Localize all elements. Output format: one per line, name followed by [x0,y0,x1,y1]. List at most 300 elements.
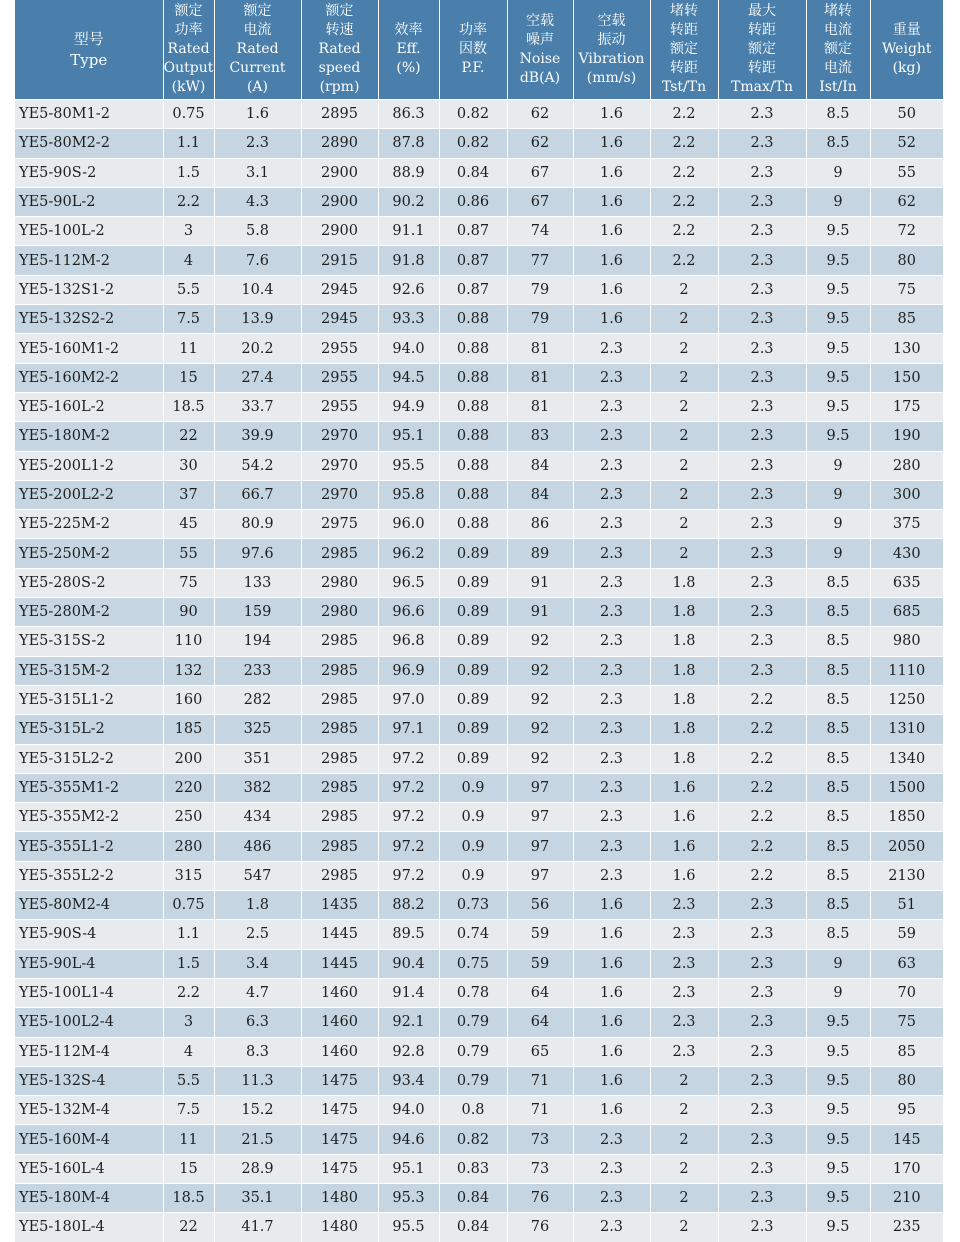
cell-efficiency: 90.4 [378,949,439,978]
header-weight [870,0,943,100]
cell-rated-speed: 1445 [301,920,378,949]
cell-vibration: 2.3 [573,568,650,597]
cell-rated-speed: 2985 [301,832,378,861]
cell-rated-output: 315 [163,861,214,890]
cell-weight: 130 [870,334,943,363]
header-line: (%) [396,60,421,76]
table-header [15,0,943,100]
cell-max-torque-ratio: 2.3 [718,1125,806,1154]
cell-max-torque-ratio: 2.3 [718,598,806,627]
cell-rated-output: 37 [163,480,214,509]
cell-power-factor: 0.87 [439,217,507,246]
header-line: 功率 [174,22,203,38]
cell-rated-current: 4.7 [214,978,301,1007]
cell-locked-rotor-current-ratio: 9 [806,510,870,539]
cell-locked-rotor-torque-ratio: 1.8 [650,744,718,773]
cell-weight: 51 [870,891,943,920]
cell-efficiency: 91.8 [378,246,439,275]
table-row [15,510,943,539]
table-row [15,305,943,334]
cell-rated-speed: 2955 [301,334,378,363]
cell-locked-rotor-torque-ratio: 2.3 [650,920,718,949]
table-row [15,920,943,949]
cell-power-factor: 0.78 [439,978,507,1007]
cell-noise: 67 [507,158,573,187]
cell-power-factor: 0.9 [439,832,507,861]
cell-noise: 67 [507,187,573,216]
cell-locked-rotor-torque-ratio: 2.3 [650,1008,718,1037]
cell-vibration: 1.6 [573,891,650,920]
cell-type: YE5-355M1-2 [15,773,163,802]
cell-max-torque-ratio: 2.3 [718,949,806,978]
cell-rated-current: 7.6 [214,246,301,275]
cell-weight: 63 [870,949,943,978]
header-line: 额定 [824,41,852,57]
table-row [15,1213,943,1242]
cell-locked-rotor-torque-ratio: 2 [650,1154,718,1183]
header-line: 额定 [243,3,272,19]
cell-power-factor: 0.87 [439,275,507,304]
table-row [15,158,943,187]
header-line: 额定 [748,41,776,57]
cell-locked-rotor-torque-ratio: 2 [650,275,718,304]
cell-rated-current: 3.1 [214,158,301,187]
cell-locked-rotor-torque-ratio: 2 [650,363,718,392]
header-max-torque-ratio [718,0,806,100]
cell-locked-rotor-current-ratio: 9.5 [806,275,870,304]
cell-rated-speed: 1475 [301,1096,378,1125]
table-row [15,1154,943,1183]
cell-vibration: 1.6 [573,920,650,949]
table-row [15,422,943,451]
cell-efficiency: 97.0 [378,685,439,714]
header-line: Current [229,60,286,76]
cell-vibration: 1.6 [573,1008,650,1037]
cell-weight: 50 [870,100,943,129]
cell-type: YE5-100L-2 [15,217,163,246]
cell-rated-output: 0.75 [163,891,214,920]
cell-weight: 210 [870,1183,943,1212]
cell-power-factor: 0.88 [439,480,507,509]
table-row [15,978,943,1007]
cell-rated-speed: 2945 [301,275,378,304]
cell-type: YE5-80M1-2 [15,100,163,129]
cell-max-torque-ratio: 2.3 [718,422,806,451]
cell-max-torque-ratio: 2.3 [718,1096,806,1125]
cell-rated-output: 7.5 [163,1096,214,1125]
cell-rated-current: 41.7 [214,1213,301,1242]
cell-rated-current: 194 [214,627,301,656]
cell-power-factor: 0.88 [439,363,507,392]
table-row [15,275,943,304]
cell-rated-output: 22 [163,422,214,451]
header-rated-speed [301,0,378,100]
cell-max-torque-ratio: 2.3 [718,187,806,216]
cell-max-torque-ratio: 2.3 [718,510,806,539]
cell-power-factor: 0.9 [439,773,507,802]
cell-noise: 97 [507,773,573,802]
table-row [15,627,943,656]
cell-rated-current: 33.7 [214,392,301,421]
cell-rated-current: 282 [214,685,301,714]
header-line: 堵转 [824,3,852,19]
cell-noise: 81 [507,334,573,363]
cell-max-torque-ratio: 2.3 [718,568,806,597]
cell-weight: 80 [870,1066,943,1095]
cell-power-factor: 0.86 [439,187,507,216]
cell-efficiency: 97.2 [378,832,439,861]
cell-locked-rotor-current-ratio: 8.5 [806,891,870,920]
cell-rated-speed: 2970 [301,451,378,480]
cell-power-factor: 0.89 [439,539,507,568]
cell-max-torque-ratio: 2.3 [718,480,806,509]
cell-rated-current: 6.3 [214,1008,301,1037]
cell-efficiency: 95.8 [378,480,439,509]
cell-max-torque-ratio: 2.2 [718,832,806,861]
cell-vibration: 1.6 [573,1037,650,1066]
cell-rated-current: 1.6 [214,100,301,129]
cell-rated-output: 1.1 [163,129,214,158]
cell-rated-current: 21.5 [214,1125,301,1154]
cell-power-factor: 0.89 [439,627,507,656]
table-row [15,363,943,392]
header-line: 转距 [670,60,698,76]
cell-type: YE5-100L2-4 [15,1008,163,1037]
cell-noise: 79 [507,305,573,334]
cell-weight: 2130 [870,861,943,890]
cell-locked-rotor-torque-ratio: 1.6 [650,832,718,861]
header-line: 电流 [824,22,852,38]
cell-type: YE5-160M-4 [15,1125,163,1154]
header-line: Tst/Tn [661,79,707,95]
cell-type: YE5-180M-4 [15,1183,163,1212]
cell-rated-current: 2.5 [214,920,301,949]
cell-locked-rotor-current-ratio: 9.5 [806,334,870,363]
cell-type: YE5-200L2-2 [15,480,163,509]
cell-rated-speed: 2985 [301,803,378,832]
header-line: (mm/s) [586,69,637,86]
cell-max-torque-ratio: 2.3 [718,392,806,421]
cell-power-factor: 0.84 [439,158,507,187]
cell-rated-output: 22 [163,1213,214,1242]
cell-type: YE5-90L-2 [15,187,163,216]
cell-rated-current: 10.4 [214,275,301,304]
cell-vibration: 2.3 [573,715,650,744]
cell-noise: 76 [507,1183,573,1212]
cell-max-torque-ratio: 2.2 [718,744,806,773]
cell-efficiency: 96.0 [378,510,439,539]
cell-vibration: 2.3 [573,334,650,363]
cell-noise: 62 [507,100,573,129]
cell-rated-speed: 2895 [301,100,378,129]
cell-locked-rotor-current-ratio: 9.5 [806,1154,870,1183]
cell-rated-speed: 1460 [301,978,378,1007]
cell-locked-rotor-current-ratio: 9.5 [806,1125,870,1154]
cell-rated-speed: 2985 [301,627,378,656]
cell-type: YE5-315L1-2 [15,685,163,714]
cell-type: YE5-250M-2 [15,539,163,568]
cell-noise: 77 [507,246,573,275]
cell-rated-output: 18.5 [163,392,214,421]
cell-type: YE5-180L-4 [15,1213,163,1242]
cell-locked-rotor-current-ratio: 9 [806,187,870,216]
cell-power-factor: 0.8 [439,1096,507,1125]
table-row [15,861,943,890]
table-row [15,568,943,597]
cell-noise: 73 [507,1154,573,1183]
cell-noise: 97 [507,832,573,861]
cell-rated-output: 3 [163,217,214,246]
cell-power-factor: 0.89 [439,568,507,597]
cell-vibration: 2.3 [573,480,650,509]
table-row [15,949,943,978]
cell-efficiency: 92.1 [378,1008,439,1037]
cell-noise: 65 [507,1037,573,1066]
cell-rated-current: 434 [214,803,301,832]
cell-power-factor: 0.84 [439,1183,507,1212]
cell-locked-rotor-current-ratio: 8.5 [806,861,870,890]
cell-efficiency: 91.4 [378,978,439,1007]
cell-weight: 300 [870,480,943,509]
table-row [15,1125,943,1154]
cell-max-torque-ratio: 2.3 [718,539,806,568]
cell-efficiency: 97.2 [378,744,439,773]
header-locked-rotor-torque-ratio [650,0,718,100]
cell-locked-rotor-torque-ratio: 1.6 [650,861,718,890]
cell-max-torque-ratio: 2.3 [718,305,806,334]
table-row [15,334,943,363]
cell-rated-output: 2.2 [163,187,214,216]
cell-locked-rotor-current-ratio: 9 [806,539,870,568]
cell-locked-rotor-torque-ratio: 1.6 [650,803,718,832]
cell-locked-rotor-current-ratio: 9.5 [806,392,870,421]
header-line: 重量 [892,22,921,38]
cell-rated-output: 5.5 [163,275,214,304]
cell-locked-rotor-current-ratio: 9.5 [806,1037,870,1066]
cell-power-factor: 0.9 [439,861,507,890]
header-line: 额定 [174,3,203,19]
cell-max-torque-ratio: 2.3 [718,129,806,158]
cell-locked-rotor-current-ratio: 8.5 [806,803,870,832]
table-row [15,129,943,158]
cell-rated-speed: 2985 [301,744,378,773]
header-line: 电流 [243,22,272,38]
cell-rated-output: 5.5 [163,1066,214,1095]
cell-rated-speed: 2970 [301,480,378,509]
cell-locked-rotor-current-ratio: 9.5 [806,217,870,246]
cell-locked-rotor-torque-ratio: 2.3 [650,1037,718,1066]
cell-max-torque-ratio: 2.2 [718,715,806,744]
cell-type: YE5-112M-4 [15,1037,163,1066]
cell-noise: 91 [507,598,573,627]
cell-efficiency: 94.5 [378,363,439,392]
cell-vibration: 2.3 [573,1183,650,1212]
cell-locked-rotor-torque-ratio: 2 [650,510,718,539]
cell-rated-current: 20.2 [214,334,301,363]
cell-max-torque-ratio: 2.3 [718,1213,806,1242]
cell-type: YE5-90S-2 [15,158,163,187]
cell-weight: 52 [870,129,943,158]
cell-vibration: 2.3 [573,539,650,568]
cell-vibration: 1.6 [573,158,650,187]
cell-weight: 70 [870,978,943,1007]
cell-max-torque-ratio: 2.2 [718,861,806,890]
cell-rated-speed: 1475 [301,1125,378,1154]
cell-vibration: 1.6 [573,217,650,246]
cell-noise: 83 [507,422,573,451]
header-line: Eff. [396,41,421,57]
cell-rated-current: 39.9 [214,422,301,451]
cell-locked-rotor-current-ratio: 9 [806,451,870,480]
cell-vibration: 1.6 [573,129,650,158]
cell-locked-rotor-torque-ratio: 2 [650,422,718,451]
cell-efficiency: 90.2 [378,187,439,216]
header-line: Ist/In [819,79,857,95]
cell-rated-current: 97.6 [214,539,301,568]
cell-locked-rotor-current-ratio: 9.5 [806,422,870,451]
cell-locked-rotor-current-ratio: 9.5 [806,1183,870,1212]
cell-noise: 59 [507,949,573,978]
cell-power-factor: 0.88 [439,305,507,334]
cell-locked-rotor-torque-ratio: 2.2 [650,217,718,246]
cell-locked-rotor-current-ratio: 8.5 [806,744,870,773]
cell-vibration: 2.3 [573,685,650,714]
cell-noise: 89 [507,539,573,568]
cell-weight: 175 [870,392,943,421]
cell-noise: 91 [507,568,573,597]
cell-rated-current: 486 [214,832,301,861]
cell-noise: 64 [507,1008,573,1037]
cell-rated-output: 1.1 [163,920,214,949]
cell-weight: 430 [870,539,943,568]
table-row [15,656,943,685]
cell-max-torque-ratio: 2.2 [718,803,806,832]
cell-weight: 2050 [870,832,943,861]
cell-type: YE5-132M-4 [15,1096,163,1125]
cell-locked-rotor-torque-ratio: 1.8 [650,656,718,685]
cell-locked-rotor-current-ratio: 8.5 [806,920,870,949]
cell-locked-rotor-torque-ratio: 2 [650,1096,718,1125]
header-line: 因数 [459,41,487,57]
header-line: 堵转 [670,3,698,19]
cell-type: YE5-112M-2 [15,246,163,275]
cell-vibration: 2.3 [573,832,650,861]
cell-power-factor: 0.83 [439,1154,507,1183]
cell-locked-rotor-current-ratio: 8.5 [806,627,870,656]
cell-noise: 81 [507,363,573,392]
cell-locked-rotor-current-ratio: 9.5 [806,1213,870,1242]
cell-rated-speed: 2955 [301,363,378,392]
cell-rated-speed: 2900 [301,187,378,216]
cell-rated-speed: 2980 [301,598,378,627]
cell-rated-current: 15.2 [214,1096,301,1125]
cell-type: YE5-90L-4 [15,949,163,978]
cell-efficiency: 96.8 [378,627,439,656]
cell-locked-rotor-current-ratio: 8.5 [806,832,870,861]
header-locked-rotor-current-ratio [806,0,870,100]
cell-max-torque-ratio: 2.3 [718,891,806,920]
cell-weight: 75 [870,275,943,304]
cell-max-torque-ratio: 2.3 [718,1066,806,1095]
cell-max-torque-ratio: 2.3 [718,100,806,129]
cell-weight: 1850 [870,803,943,832]
cell-noise: 76 [507,1213,573,1242]
cell-rated-output: 18.5 [163,1183,214,1212]
header-line: (kW) [171,79,206,95]
cell-rated-speed: 2955 [301,392,378,421]
cell-weight: 170 [870,1154,943,1183]
header-line: 最大 [748,3,776,19]
cell-weight: 145 [870,1125,943,1154]
cell-rated-speed: 1445 [301,949,378,978]
cell-power-factor: 0.74 [439,920,507,949]
cell-type: YE5-225M-2 [15,510,163,539]
cell-noise: 97 [507,861,573,890]
cell-efficiency: 97.2 [378,773,439,802]
cell-locked-rotor-torque-ratio: 1.8 [650,568,718,597]
cell-power-factor: 0.87 [439,246,507,275]
cell-weight: 375 [870,510,943,539]
header-line: Rated [167,41,210,57]
cell-vibration: 2.3 [573,656,650,685]
cell-noise: 71 [507,1066,573,1095]
cell-weight: 80 [870,246,943,275]
cell-rated-current: 28.9 [214,1154,301,1183]
header-line: 噪声 [526,31,554,48]
cell-efficiency: 96.9 [378,656,439,685]
cell-type: YE5-160L-2 [15,392,163,421]
cell-locked-rotor-current-ratio: 8.5 [806,129,870,158]
cell-efficiency: 94.0 [378,1096,439,1125]
cell-rated-current: 54.2 [214,451,301,480]
cell-rated-current: 80.9 [214,510,301,539]
cell-noise: 79 [507,275,573,304]
table-row [15,773,943,802]
cell-locked-rotor-current-ratio: 8.5 [806,773,870,802]
cell-rated-current: 159 [214,598,301,627]
cell-vibration: 2.3 [573,422,650,451]
cell-power-factor: 0.82 [439,1125,507,1154]
header-noise [507,0,573,100]
cell-vibration: 1.6 [573,978,650,1007]
cell-max-torque-ratio: 2.3 [718,1154,806,1183]
cell-vibration: 2.3 [573,392,650,421]
cell-vibration: 1.6 [573,1096,650,1125]
cell-weight: 62 [870,187,943,216]
cell-type: YE5-315L-2 [15,715,163,744]
cell-vibration: 2.3 [573,598,650,627]
header-line: Output [163,60,214,76]
cell-vibration: 2.3 [573,451,650,480]
header-line: 转距 [748,22,776,38]
cell-locked-rotor-torque-ratio: 2 [650,1066,718,1095]
cell-weight: 1340 [870,744,943,773]
cell-locked-rotor-torque-ratio: 2 [650,1213,718,1242]
cell-locked-rotor-current-ratio: 8.5 [806,715,870,744]
cell-rated-speed: 1460 [301,1008,378,1037]
table-row [15,685,943,714]
cell-weight: 75 [870,1008,943,1037]
cell-weight: 235 [870,1213,943,1242]
cell-locked-rotor-torque-ratio: 2.2 [650,187,718,216]
cell-rated-output: 0.75 [163,100,214,129]
cell-efficiency: 95.1 [378,1154,439,1183]
cell-max-torque-ratio: 2.3 [718,334,806,363]
cell-locked-rotor-torque-ratio: 1.6 [650,773,718,802]
table-row [15,451,943,480]
cell-noise: 86 [507,510,573,539]
cell-vibration: 1.6 [573,100,650,129]
